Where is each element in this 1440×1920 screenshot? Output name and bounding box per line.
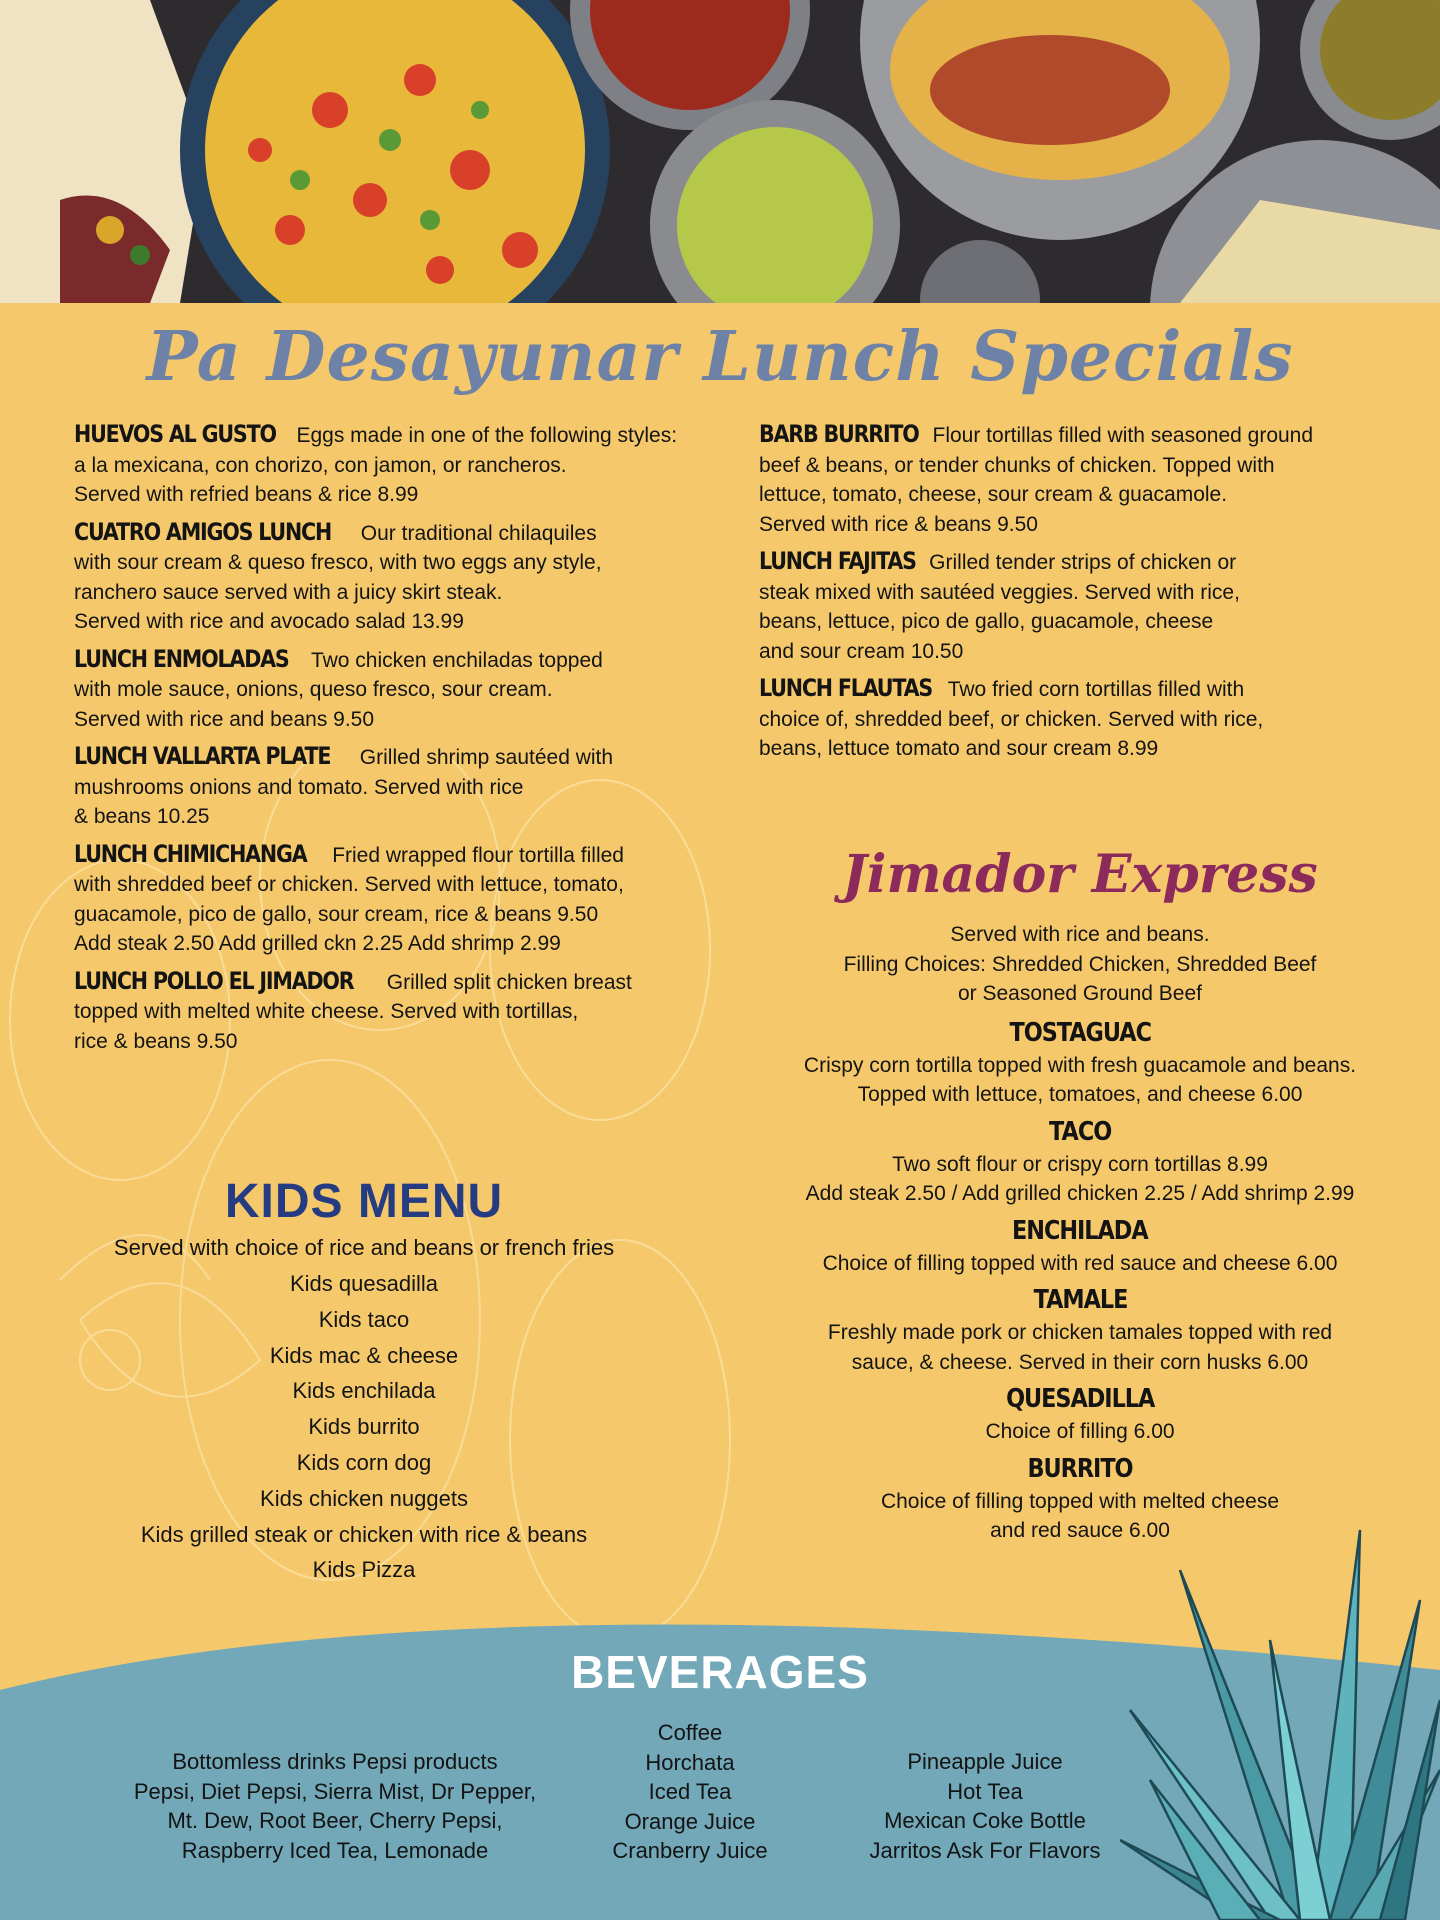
dish-description: Two soft flour or crispy corn tortillas 8.99 Add steak 2.50 / Add grilled chicken 2.25 / Add shrimp 2.99 <box>805 1152 1355 1205</box>
beverages-column-2 <box>590 1718 790 1866</box>
menu-item <box>759 674 1399 764</box>
list-item: Raspberry Iced Tea, Lemonade <box>181 1837 489 1863</box>
dish-name: LUNCH CHIMICHANGA <box>74 839 307 868</box>
dish-description: Crispy corn tortilla topped with fresh guacamole and beans. Topped with lettuce, tomatoes, and cheese 6.00 <box>803 1053 1357 1106</box>
dish-name: LUNCH FLAUTAS <box>759 674 933 702</box>
dish-name: LUNCH VALLARTA PLATE <box>74 742 331 770</box>
menu-item <box>74 967 734 1057</box>
list-item: Kids corn dog <box>296 1449 432 1475</box>
menu-item <box>759 1381 1401 1447</box>
dish-name: QUESADILLA <box>1005 1384 1155 1414</box>
list-item: Kids Pizza <box>312 1557 416 1583</box>
menu-item <box>74 645 734 735</box>
list-item: Coffee <box>657 1720 723 1745</box>
agave-plant-illustration <box>1120 1510 1440 1920</box>
beverages-column-1 <box>100 1747 570 1865</box>
menu-item <box>759 547 1399 666</box>
list-item: Horchata <box>645 1749 735 1775</box>
dish-description: Our traditional chilaquiles with sour cream & queso fresco, with two eggs any style, ranchero sauce served with a juicy skirt steak. Served with rice and avocado salad 13.99 <box>74 521 602 633</box>
menu-item <box>759 1213 1401 1279</box>
kids-menu-section <box>64 1172 664 1588</box>
dish-name: BARB BURRITO <box>759 420 919 448</box>
list-item: Pepsi, Diet Pepsi, Sierra Mist, Dr Pepper, <box>133 1778 537 1804</box>
dish-name: LUNCH ENMOLADAS <box>74 644 289 673</box>
dish-description: Fried wrapped flour tortilla filled with shredded beef or chicken. Served with lettuce, tomato, guacamole, pico de gallo, sour cream, rice & beans 9.50 Add steak 2.50 Add grilled ckn 2.25 Add shrimp 2.99 <box>74 843 624 955</box>
dish-name: BURRITO <box>1027 1453 1133 1484</box>
menu-item <box>759 420 1399 539</box>
dish-description: Eggs made in one of the following styles: a la mexicana, con chorizo, con jamon, or rancheros. Served with refried beans & rice 8.99 <box>74 424 678 506</box>
list-item: Bottomless drinks Pepsi products <box>172 1749 498 1774</box>
section-intro: Served with rice and beans. Filling Choices: Shredded Chicken, Shredded Beef or Seasoned Ground Beef <box>843 923 1317 1005</box>
page-title: Pa Desayunar Lunch Specials <box>146 317 1294 397</box>
list-item: Kids chicken nuggets <box>260 1485 468 1511</box>
dish-description: Choice of filling 6.00 <box>985 1420 1175 1443</box>
food-photo-illustration <box>0 0 1440 303</box>
dish-description: Choice of filling topped with melted cheese and red sauce 6.00 <box>880 1489 1280 1542</box>
lunch-specials-left <box>74 420 734 1064</box>
beverages-title: BEVERAGES <box>571 1646 869 1698</box>
dish-description: Two fried corn tortillas filled with choice of, shredded beef, or chicken. Served with rice, beans, lettuce tomato and sour cream 8.99 <box>759 678 1264 760</box>
list-item: Kids mac & cheese <box>269 1342 459 1368</box>
list-item: Mt. Dew, Root Beer, Cherry Pepsi, <box>167 1808 503 1833</box>
food-photo-banner <box>0 0 1440 303</box>
dish-description: Flour tortillas filled with seasoned ground beef & beans, or tender chunks of chicken. Topped with lettuce, tomato, cheese, sour cream & guacamole. Served with rice & beans 9.50 <box>759 424 1314 536</box>
list-item: Pineapple Juice <box>907 1749 1063 1774</box>
kids-item-list <box>64 1266 664 1588</box>
beverages-column-3 <box>850 1747 1120 1865</box>
dish-description: Freshly made pork or chicken tamales topped with red sauce, & cheese. Served in their corn husks 6.00 <box>827 1321 1333 1374</box>
menu-item <box>74 420 734 510</box>
dish-name: LUNCH POLLO EL JIMADOR <box>74 966 354 995</box>
section-title: KIDS MENU <box>224 1175 504 1228</box>
list-item: Mexican Coke Bottle <box>884 1808 1086 1833</box>
dish-name: LUNCH FAJITAS <box>759 547 916 575</box>
dish-description: Choice of filling topped with red sauce and cheese 6.00 <box>822 1251 1338 1275</box>
list-item: Jarritos Ask For Flavors <box>869 1837 1101 1863</box>
list-item: Kids taco <box>318 1306 410 1332</box>
menu-item <box>759 1282 1401 1377</box>
dish-name: HUEVOS AL GUSTO <box>74 420 276 448</box>
jimador-express-section <box>759 840 1401 1550</box>
list-item: Iced Tea <box>648 1779 732 1804</box>
section-subtitle: Served with choice of rice and beans or french fries <box>113 1235 615 1260</box>
list-item: Kids burrito <box>308 1414 420 1440</box>
dish-description: Two chicken enchiladas topped with mole sauce, onions, queso fresco, sour cream. Served with rice and beans 9.50 <box>74 648 603 731</box>
dish-description: Grilled tender strips of chicken or steak mixed with sautéed veggies. Served with rice, beans, lettuce, pico de gallo, guacamole, cheese and sour cream 10.50 <box>759 551 1240 663</box>
lunch-specials-right <box>759 420 1399 772</box>
dish-description: Grilled shrimp sautéed with mushrooms onions and tomato. Served with rice & beans 10.25 <box>74 746 614 828</box>
menu-item <box>74 742 734 832</box>
list-item: Kids enchilada <box>292 1378 436 1404</box>
section-title: Jimador Express <box>842 844 1318 905</box>
list-item: Hot Tea <box>947 1778 1023 1804</box>
dish-name: TACO <box>1048 1116 1112 1147</box>
dish-name: CUATRO AMIGOS LUNCH <box>74 517 332 546</box>
dish-name: TAMALE <box>1033 1285 1127 1315</box>
dish-name: TOSTAGUAC <box>1009 1017 1151 1048</box>
list-item: Cranberry Juice <box>612 1838 768 1863</box>
list-item: Kids quesadilla <box>290 1271 438 1296</box>
dish-description: Grilled split chicken breast topped with melted white cheese. Served with tortillas, rice & beans 9.50 <box>74 970 632 1053</box>
list-item: Orange Juice <box>624 1808 756 1834</box>
menu-item <box>74 518 734 637</box>
menu-item <box>759 1114 1401 1209</box>
menu-item <box>74 840 734 959</box>
list-item: Kids grilled steak or chicken with rice & beans <box>140 1521 588 1547</box>
menu-item <box>759 1015 1401 1110</box>
dish-name: ENCHILADA <box>1012 1215 1148 1246</box>
